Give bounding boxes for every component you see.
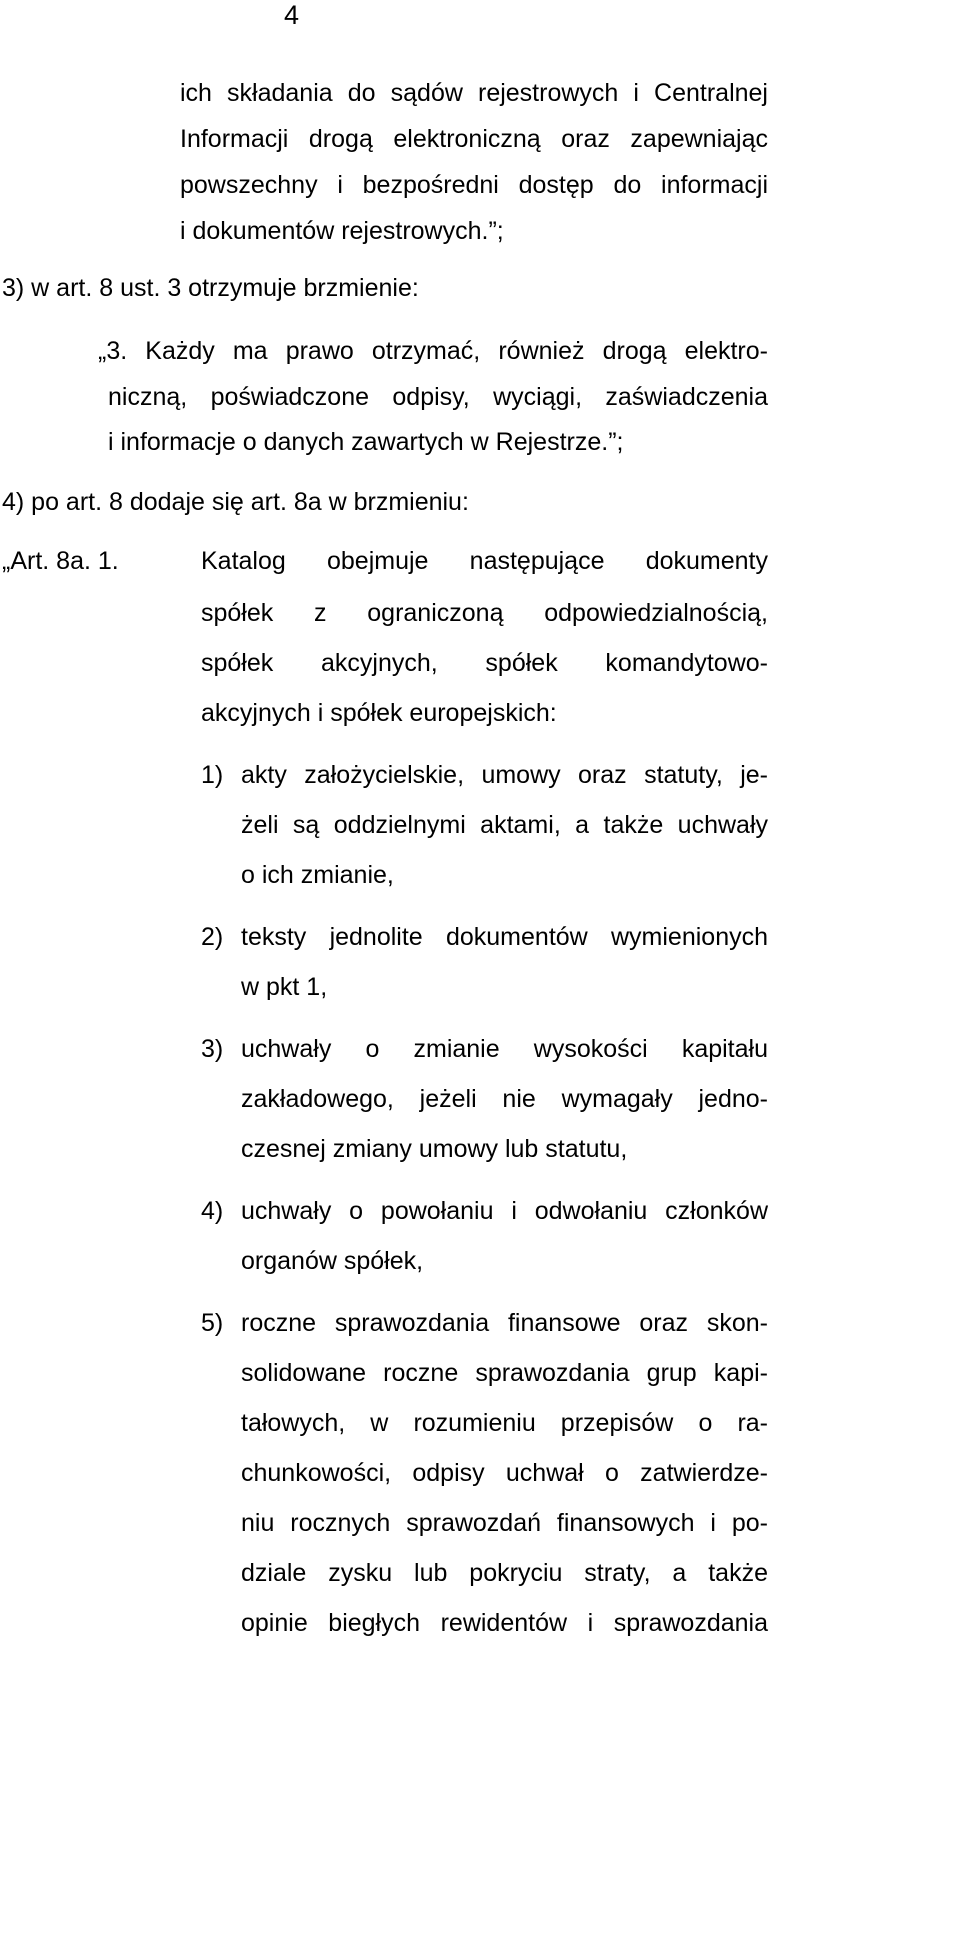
point-label: 5) xyxy=(201,1309,224,1337)
item4-heading: 4) po art. 8 dodaje się art. 8a w brzmieniu: xyxy=(2,488,469,516)
point-line: dziale zysku lub pokryciu straty, a także xyxy=(241,1559,768,1587)
point-label: 3) xyxy=(201,1035,224,1063)
intro-line: Informacji drogą elektroniczną oraz zapewniając xyxy=(180,125,768,153)
intro-line: ich składania do sądów rejestrowych i Centralnej xyxy=(180,79,768,107)
point-line: teksty jednolite dokumentów wymienionych xyxy=(241,923,768,951)
art8a-line: spółek z ograniczoną odpowiedzialnością, xyxy=(201,599,768,627)
intro-line: powszechny i bezpośredni dostęp do informacji xyxy=(180,171,768,199)
item3-quote-line: i informacje o danych zawartych w Rejestrze.”; xyxy=(108,428,624,456)
point-line: solidowane roczne sprawozdania grup kapi- xyxy=(241,1359,768,1387)
item3-quote-line: niczną, poświadczone odpisy, wyciągi, zaświadczenia xyxy=(108,383,768,411)
intro-line: i dokumentów rejestrowych.”; xyxy=(180,217,504,245)
point-line: opinie biegłych rewidentów i sprawozdania xyxy=(241,1609,768,1637)
point-label: 2) xyxy=(201,923,224,951)
point-line: zakładowego, jeżeli nie wymagały jedno- xyxy=(241,1085,768,1113)
point-line: chunkowości, odpisy uchwał o zatwierdze- xyxy=(241,1459,768,1487)
art8a-label: „Art. 8a. 1. xyxy=(2,547,119,575)
point-line: roczne sprawozdania finansowe oraz skon- xyxy=(241,1309,768,1337)
point-line: akty założycielskie, umowy oraz statuty, je- xyxy=(241,761,768,789)
point-line: tałowych, w rozumieniu przepisów o ra- xyxy=(241,1409,768,1437)
point-label: 1) xyxy=(201,761,224,789)
page-number: 4 xyxy=(284,0,300,30)
art8a-line: spółek akcyjnych, spółek komandytowo- xyxy=(201,649,768,677)
point-line: w pkt 1, xyxy=(241,973,328,1001)
point-line: o ich zmianie, xyxy=(241,861,394,889)
point-line: uchwały o zmianie wysokości kapitału xyxy=(241,1035,768,1063)
point-line: żeli są oddzielnymi aktami, a także uchwały xyxy=(241,811,768,839)
point-line: organów spółek, xyxy=(241,1247,424,1275)
art8a-line: akcyjnych i spółek europejskich: xyxy=(201,699,557,727)
point-label: 4) xyxy=(201,1197,224,1225)
art8a-line: Katalog obejmuje następujące dokumenty xyxy=(201,547,768,575)
point-line: niu rocznych sprawozdań finansowych i po- xyxy=(241,1509,768,1537)
point-line: uchwały o powołaniu i odwołaniu członków xyxy=(241,1197,768,1225)
item3-heading: 3) w art. 8 ust. 3 otrzymuje brzmienie: xyxy=(2,274,419,302)
item3-quote-line: „3. Każdy ma prawo otrzymać, również drogą elektro- xyxy=(98,337,768,365)
point-line: czesnej zmiany umowy lub statutu, xyxy=(241,1135,628,1163)
